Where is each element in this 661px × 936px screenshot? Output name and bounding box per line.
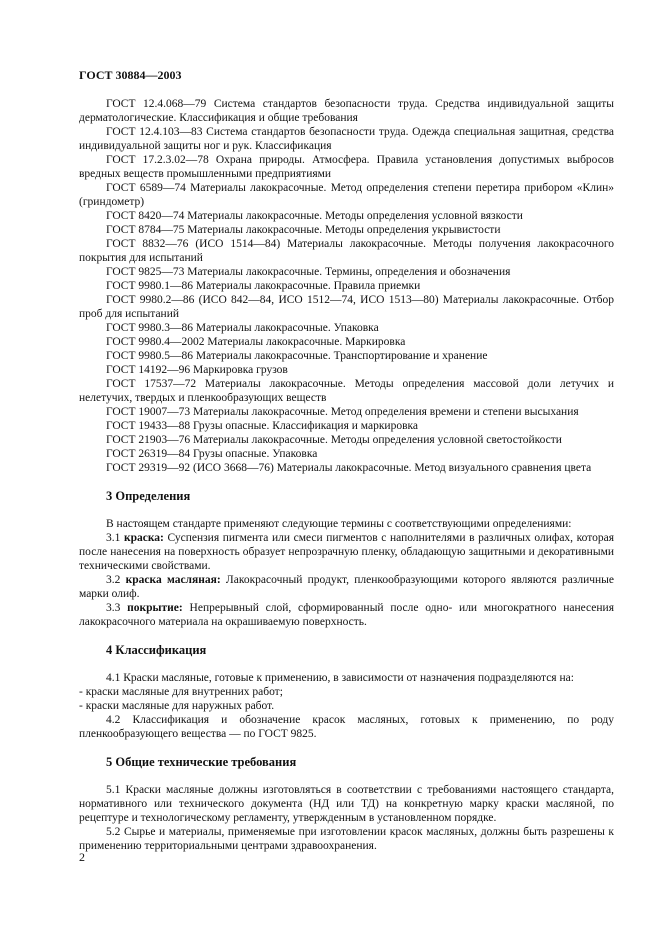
- definition-term: краска масляная:: [125, 574, 221, 586]
- reference-item: ГОСТ 9825—73 Материалы лакокрасочные. Термины, определения и обозначения: [106, 266, 511, 278]
- page-number: 2: [79, 850, 85, 864]
- section-heading-classification: 4 Классификация: [106, 643, 207, 657]
- reference-item: ГОСТ 17537—72 Материалы лакокрасочные. Методы определения массовой доли летучих и нелетучих, твердых и пленкообразующих веществ: [79, 378, 614, 404]
- definitions-intro: В настоящем стандарте применяют следующие термины с соответствующими определениями:: [106, 518, 572, 530]
- reference-item: ГОСТ 8420—74 Материалы лакокрасочные. Методы определения условной вязкости: [106, 210, 523, 222]
- section-heading-definitions: 3 Определения: [106, 489, 191, 503]
- reference-item: ГОСТ 17.2.3.02—78 Охрана природы. Атмосфера. Правила установления допустимых выбросов вредных веществ промышленными предприятиями: [79, 154, 614, 180]
- reference-item: ГОСТ 9980.5—86 Материалы лакокрасочные. Транспортирование и хранение: [106, 350, 488, 362]
- section-heading-requirements: 5 Общие технические требования: [106, 755, 297, 769]
- definition-term: краска:: [123, 532, 164, 544]
- definition-term: покрытие:: [127, 602, 183, 614]
- reference-item: ГОСТ 26319—84 Грузы опасные. Упаковка: [106, 448, 318, 460]
- reference-item: ГОСТ 19433—88 Грузы опасные. Классификация и маркировка: [106, 420, 419, 432]
- references-list: [79, 97, 614, 475]
- definition-text: Суспензия пигмента или смеси пигментов с наполнителями в различных олифах, которая после нанесения на поверхность образует непрозрачную пленку, обладающую защитными и декоративными техническими свойствами.: [79, 532, 615, 572]
- list-item: - краски масляные для внутренних работ;: [79, 686, 283, 698]
- reference-item: ГОСТ 8832—76 (ИСО 1514—84) Материалы лакокрасочные. Методы получения лакокрасочного покрытия для испытаний: [79, 238, 614, 264]
- definition-item: [79, 601, 614, 629]
- reference-item: ГОСТ 9980.3—86 Материалы лакокрасочные. Упаковка: [106, 322, 379, 334]
- requirements-paragraph: 5.1 Краски масляные должны изготовляться в соответствии с требованиями настоящего стандарта, нормативного или технического документа (НД или ТД) на конкретную марку краски масляной, по рецептуре и технологическому регламенту, утвержденным в установленном порядке.: [79, 784, 614, 824]
- requirements-paragraph: 5.2 Сырье и материалы, применяемые при изготовлении красок масляных, должны быть разрешены к применению территориальными центрами здравоохранения.: [79, 826, 614, 852]
- classification-paragraph: 4.1 Краски масляные, готовые к применению, в зависимости от назначения подразделяются на:: [106, 672, 574, 684]
- reference-item: ГОСТ 9980.2—86 (ИСО 842—84, ИСО 1512—74, ИСО 1513—80) Материалы лакокрасочные. Отбор проб для испытаний: [79, 294, 614, 320]
- definition-number: 3.1: [106, 532, 121, 544]
- reference-item: ГОСТ 8784—75 Материалы лакокрасочные. Методы определения укрывистости: [106, 224, 501, 236]
- reference-item: ГОСТ 9980.4—2002 Материалы лакокрасочные. Маркировка: [106, 336, 406, 348]
- reference-item: ГОСТ 6589—74 Материалы лакокрасочные. Метод определения степени перетира прибором «Клин» (гриндометр): [79, 182, 614, 208]
- reference-item: ГОСТ 14192—96 Маркировка грузов: [106, 364, 288, 376]
- reference-item: ГОСТ 12.4.068—79 Система стандартов безопасности труда. Средства индивидуальной защиты дерматологические. Классификация и общие требования: [79, 98, 614, 124]
- definition-text: Лакокрасочный продукт, пленкообразующими которого являются различные марки олиф.: [79, 574, 615, 600]
- definition-number: 3.3: [106, 602, 121, 614]
- definition-item: [79, 531, 614, 573]
- definition-text: Непрерывный слой, сформированный после одно- или многократного нанесения лакокрасочного материала на окрашиваемую поверхность.: [79, 602, 615, 628]
- reference-item: ГОСТ 12.4.103—83 Система стандартов безопасности труда. Одежда специальная защитная, средства индивидуальной защиты ног и рук. Классификация: [79, 126, 614, 152]
- document-body: [79, 97, 614, 853]
- classification-paragraph: 4.2 Классификация и обозначение красок масляных, готовых к применению, по роду пленкообразующего вещества — по ГОСТ 9825.: [79, 714, 614, 740]
- definition-item: [79, 573, 614, 601]
- reference-item: ГОСТ 29319—92 (ИСО 3668—76) Материалы лакокрасочные. Метод визуального сравнения цвета: [106, 462, 592, 474]
- reference-item: ГОСТ 9980.1—86 Материалы лакокрасочные. Правила приемки: [106, 280, 421, 292]
- definition-number: 3.2: [106, 574, 121, 586]
- reference-item: ГОСТ 21903—76 Материалы лакокрасочные. Методы определения условной светостойкости: [106, 434, 562, 446]
- reference-item: ГОСТ 19007—73 Материалы лакокрасочные. Метод определения времени и степени высыхания: [106, 406, 579, 418]
- list-item: - краски масляные для наружных работ.: [79, 700, 275, 712]
- page-header: ГОСТ 30884—2003: [79, 68, 182, 82]
